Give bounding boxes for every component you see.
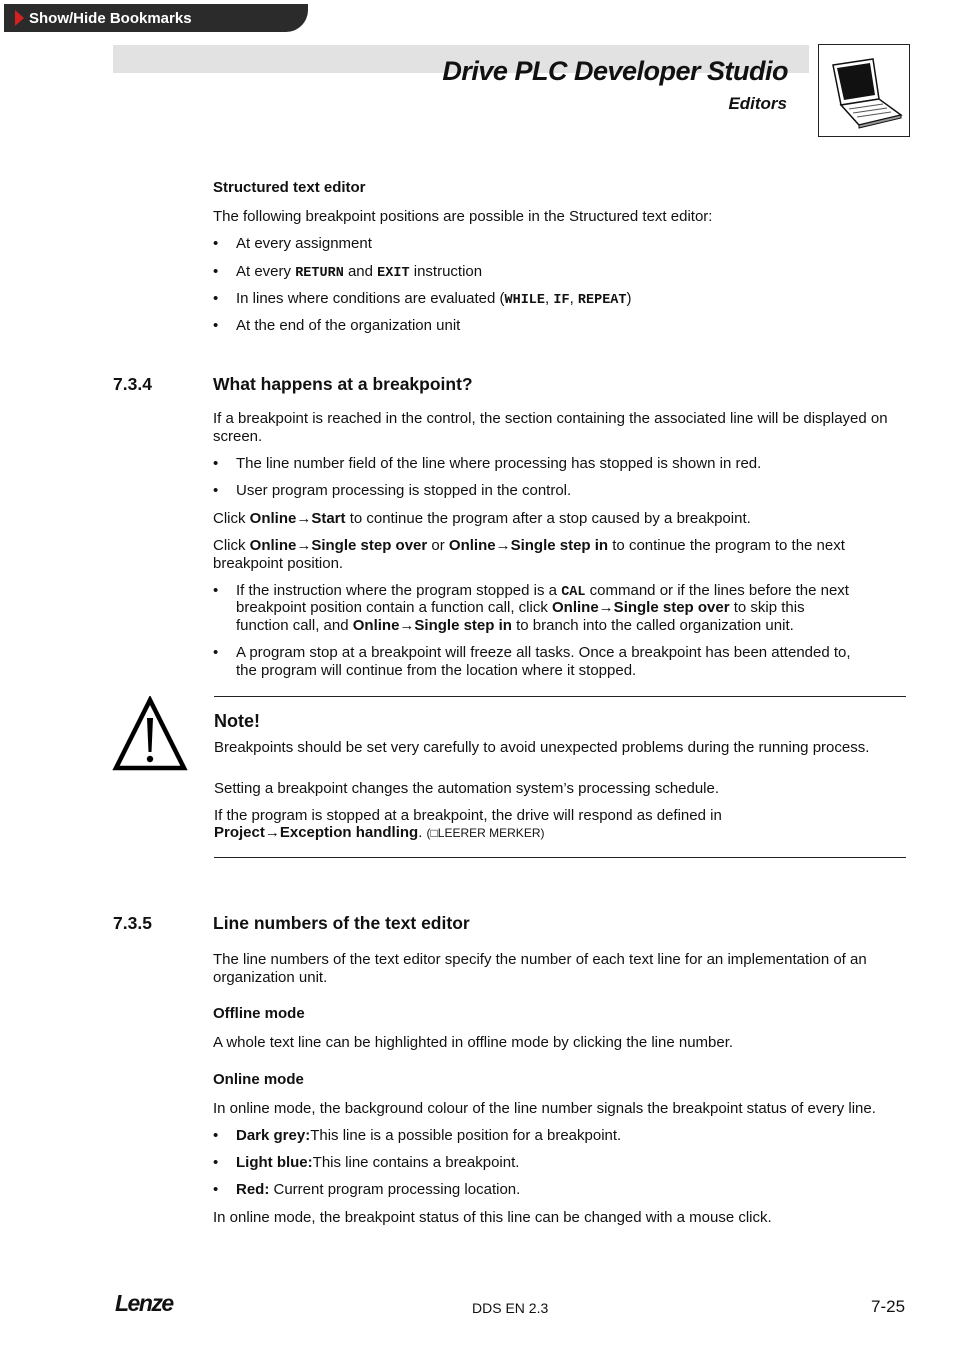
note-paragraph: Breakpoints should be set very carefully to avoid unexpected problems during the running process. — [214, 739, 870, 756]
page-subtitle: Editors — [728, 94, 787, 113]
list-item: User program processing is stopped in the control. — [236, 482, 572, 499]
paragraph: In online mode, the background colour of the line number signals the breakpoint status of every line. — [213, 1100, 876, 1117]
page-title: Drive PLC Developer Studio — [442, 56, 788, 86]
list-item-continuation: breakpoint position contain a function call, click Online→Single step over to skip this — [236, 599, 805, 616]
cross-reference: (□LEERER MERKER) — [426, 826, 545, 840]
bullet: • — [213, 644, 219, 661]
section-title: Line numbers of the text editor — [213, 913, 470, 933]
list-item-continuation: function call, and Online→Single step in to branch into the called organization unit. — [236, 617, 794, 634]
warning-icon — [112, 696, 188, 777]
page-number: 7-25 — [871, 1297, 906, 1316]
play-arrow-icon — [15, 10, 24, 26]
note-heading: Note! — [214, 711, 260, 731]
code-keyword: RETURN — [295, 266, 344, 281]
bullet: • — [213, 455, 219, 472]
section-number: 7.3.4 — [113, 374, 152, 394]
bullet: • — [213, 317, 219, 334]
menu-path: Project→Exception handling — [214, 824, 419, 841]
bookmarks-label: Show/Hide Bookmarks — [29, 9, 192, 27]
list-item: Light blue:This line contains a breakpoint. — [236, 1154, 520, 1171]
paragraph: Click Online→Start to continue the program after a stop caused by a breakpoint. — [213, 510, 751, 527]
menu-path: Online→Single step in — [352, 617, 512, 634]
st-editor-heading: Structured text editor — [213, 179, 366, 196]
paragraph: In online mode, the breakpoint status of this line can be changed with a mouse click. — [213, 1209, 772, 1226]
bullet: • — [213, 263, 219, 280]
bullet: • — [213, 1154, 219, 1171]
menu-path: Online→Single step over — [249, 537, 428, 554]
divider — [214, 857, 906, 858]
paragraph: Click Online→Single step over or Online→Single step in to continue the program to the next breakpoint position. — [213, 537, 845, 572]
paragraph: The line numbers of the text editor specify the number of each text line for an implementation of an organization unit. — [213, 951, 867, 986]
code-keyword: WHILE — [504, 293, 546, 308]
section-title: What happens at a breakpoint? — [213, 374, 473, 394]
paragraph: If a breakpoint is reached in the control, the section containing the associated line will be displayed on screen. — [213, 410, 888, 445]
list-item: Dark grey:This line is a possible position for a breakpoint. — [236, 1127, 622, 1144]
note-paragraph-continuation: Project→Exception handling. (□LEERER MERKER) — [214, 824, 545, 841]
doc-id: DDS EN 2.3 — [472, 1300, 549, 1316]
menu-path: Online→Start — [249, 510, 346, 527]
list-item: A program stop at a breakpoint will freeze all tasks. Once a breakpoint has been attended to, — [236, 644, 851, 661]
list-item-continuation: the program will continue from the location where it stopped. — [236, 662, 637, 679]
list-item: At every RETURN and EXIT instruction — [236, 263, 483, 281]
st-editor-intro: The following breakpoint positions are possible in the Structured text editor: — [213, 208, 713, 225]
bullet: • — [213, 1181, 219, 1198]
list-item: At every assignment — [236, 235, 372, 252]
bullet: • — [213, 582, 219, 599]
note-paragraph: Setting a breakpoint changes the automation system’s processing schedule. — [214, 780, 720, 797]
menu-path: Online→Single step over — [552, 599, 730, 616]
divider — [214, 696, 906, 697]
show-hide-bookmarks-button[interactable] — [4, 4, 308, 32]
code-keyword: REPEAT — [577, 293, 627, 308]
bullet: • — [213, 290, 219, 307]
offline-mode-heading: Offline mode — [213, 1005, 305, 1022]
list-item: Red: Current program processing location. — [236, 1181, 521, 1198]
list-item: At the end of the organization unit — [236, 317, 461, 334]
online-mode-heading: Online mode — [213, 1071, 304, 1088]
lenze-logo: Lenze — [115, 1290, 173, 1316]
paragraph: A whole text line can be highlighted in offline mode by clicking the line number. — [213, 1034, 734, 1051]
laptop-icon — [818, 44, 910, 137]
code-keyword: CAL — [561, 585, 586, 600]
list-item: If the instruction where the program stopped is a CAL command or if the lines before the next — [236, 582, 849, 600]
bullet: • — [213, 235, 219, 252]
bullet: • — [213, 482, 219, 499]
note-paragraph: If the program is stopped at a breakpoint, the drive will respond as defined in — [214, 807, 722, 824]
bullet: • — [213, 1127, 219, 1144]
list-item: In lines where conditions are evaluated (WHILE, IF, REPEAT) — [236, 290, 632, 308]
section-number: 7.3.5 — [113, 913, 152, 933]
menu-path: Online→Single step in — [448, 537, 609, 554]
code-keyword: IF — [553, 293, 570, 308]
list-item: The line number field of the line where processing has stopped is shown in red. — [236, 455, 762, 472]
code-keyword: EXIT — [377, 266, 410, 281]
